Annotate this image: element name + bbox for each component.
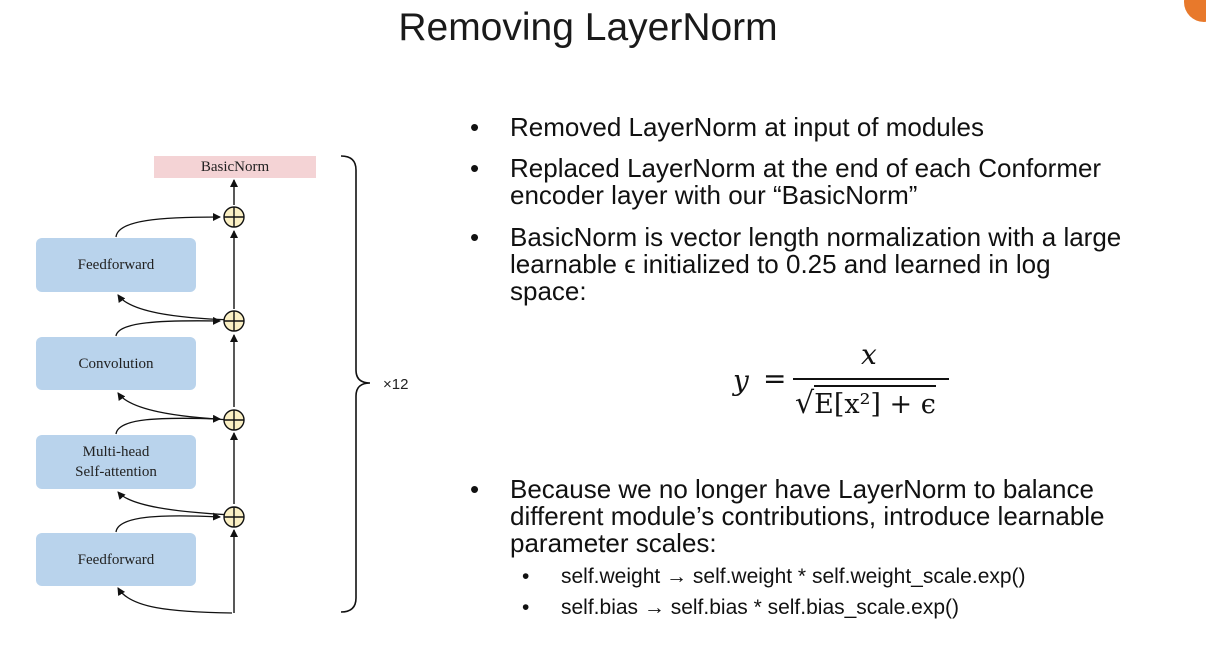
input-curve-conv	[118, 393, 232, 420]
formula-lhs: y	[733, 364, 749, 397]
output-curve-conv	[116, 321, 220, 336]
bullet-dot: •	[470, 474, 480, 504]
conformer-diagram	[0, 0, 430, 653]
repeat-count-label: ×12	[383, 376, 409, 393]
corner-accent-dot	[1184, 0, 1206, 22]
bullet-dot: •	[470, 222, 480, 252]
basicnorm-box: BasicNorm	[154, 156, 316, 178]
multihead-attention-module	[36, 435, 196, 489]
adder-icon	[224, 207, 244, 227]
formula-equals: =	[763, 362, 787, 395]
adder-icon	[224, 507, 244, 527]
adder-icon	[224, 311, 244, 331]
mhsa-label-line1: Multi-head	[82, 444, 150, 460]
output-curve-ff1	[116, 516, 220, 532]
sub-bullet-text: self.bias → self.bias * self.bias_scale.exp()	[561, 596, 960, 619]
bullet-text-line: learnable ϵ initialized to 0.25 and learned in log	[510, 249, 1051, 279]
adder-icon	[224, 410, 244, 430]
input-curve-mhsa	[118, 492, 232, 515]
output-curve-ff2	[116, 217, 220, 237]
sub-bullet-text: self.weight → self.weight * self.weight_scale.exp()	[561, 565, 1026, 588]
formula-fraction-bar	[793, 378, 949, 380]
basicnorm-formula	[733, 338, 963, 428]
bullet-text-line: Because we no longer have LayerNorm to balance	[510, 474, 1094, 504]
bullet-text-line: different module’s contributions, introduce learnable	[510, 501, 1105, 531]
slide-title: Removing LayerNorm	[398, 6, 778, 49]
input-curve-ff2	[118, 295, 232, 320]
repeat-brace-icon	[341, 156, 370, 612]
bullet-text: Removed LayerNorm at input of modules	[510, 112, 985, 142]
bullet-text-line: space:	[510, 276, 587, 306]
bullet-text-line: parameter scales:	[510, 528, 717, 558]
mhsa-label-line2: Self-attention	[75, 464, 157, 480]
bullet-text-line: Replaced LayerNorm at the end of each Conformer	[510, 153, 1102, 183]
convolution-module: Convolution	[36, 337, 196, 390]
feedforward-bottom-module: Feedforward	[36, 533, 196, 586]
formula-numerator: x	[861, 338, 877, 371]
bullet-text-line: BasicNorm is vector length normalization with a large	[510, 222, 1122, 252]
sub-bullet-dot: •	[522, 565, 530, 588]
bullet-dot: •	[470, 153, 480, 183]
sqrt-icon: √	[795, 386, 815, 421]
output-curve-mhsa	[116, 418, 220, 434]
formula-denominator	[795, 386, 936, 421]
sub-bullet-dot: •	[522, 596, 530, 619]
feedforward-top-module: Feedforward	[36, 238, 196, 292]
bullet-dot: •	[470, 112, 480, 142]
formula-radicand: E[x²] + ϵ	[814, 385, 936, 420]
bullet-text-line: encoder layer with our “BasicNorm”	[510, 180, 918, 210]
input-curve-ff1	[118, 588, 232, 613]
